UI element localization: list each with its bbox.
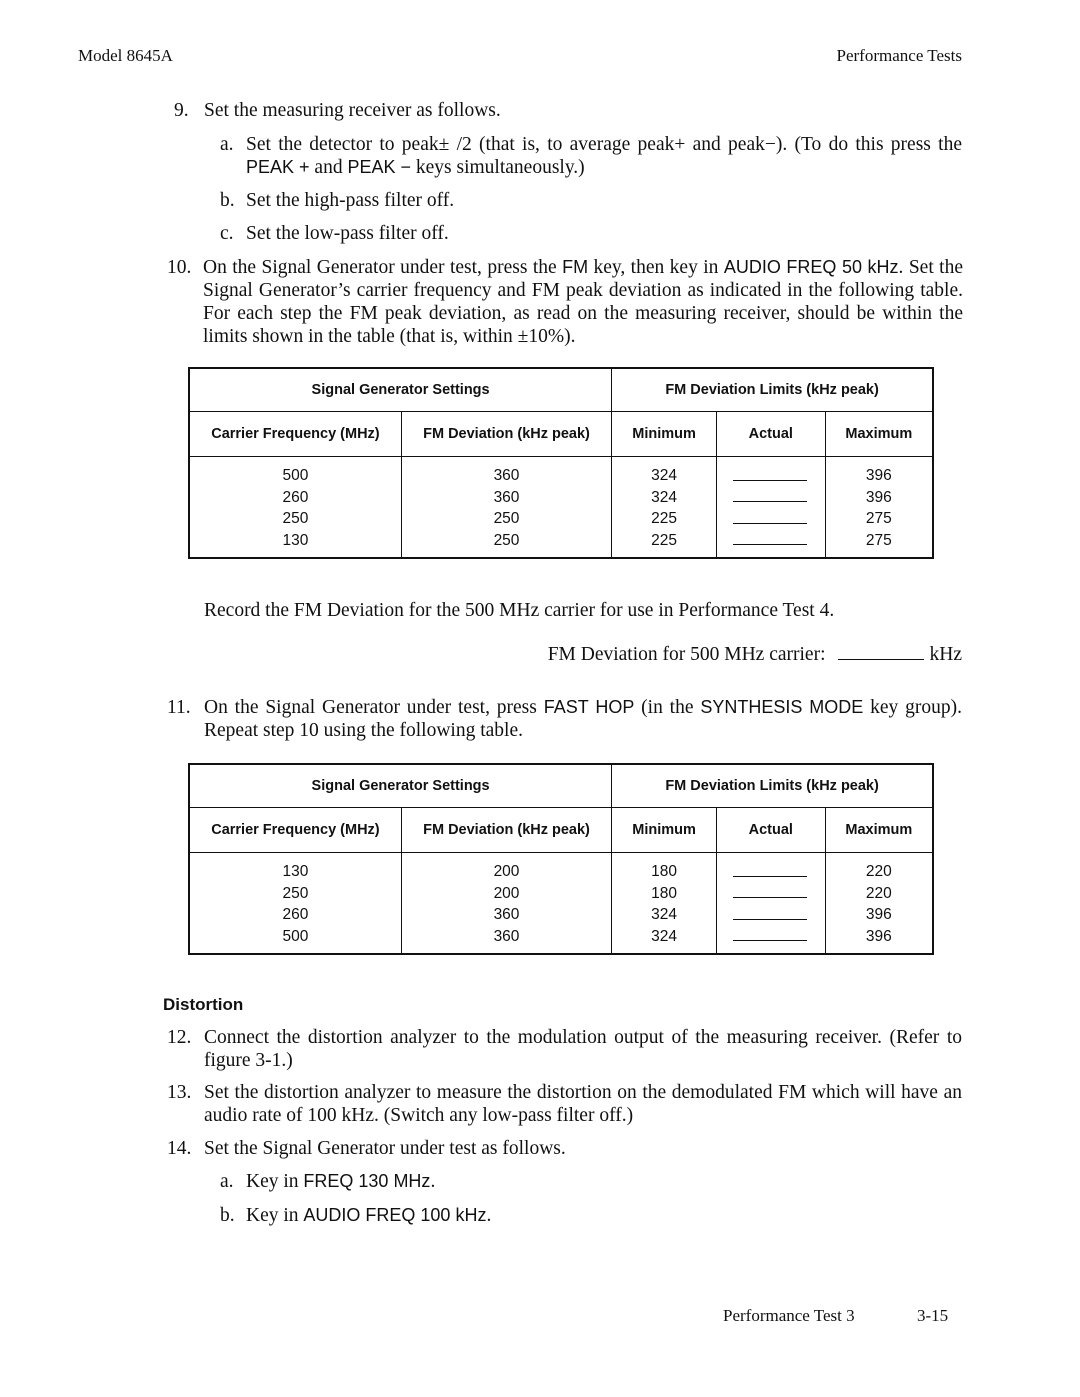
table-2-carrier-column <box>189 853 401 955</box>
step-12-number: 12. <box>167 1027 192 1048</box>
table-cell: 500 <box>282 467 309 484</box>
step-14a-prefix: Key in <box>246 1171 304 1192</box>
record-field <box>548 643 962 666</box>
step-9b-text: Set the high-pass filter off. <box>246 190 455 211</box>
actual-entry-blank[interactable] <box>717 508 825 530</box>
step-14b-text <box>246 1204 491 1227</box>
table-cell: 260 <box>282 906 309 923</box>
table-2-col-carrier: Carrier Frequency (MHz) <box>189 808 401 853</box>
table-1-maximum-column <box>825 457 933 559</box>
table-cell: 220 <box>865 884 892 902</box>
table-1-col-deviation: FM Deviation (kHz peak) <box>401 412 611 457</box>
table-1-actual-column <box>716 457 825 559</box>
step-9a-text-3: keys simultaneously.) <box>411 157 585 178</box>
table-cell: 324 <box>651 906 677 923</box>
step-11-text-3: key group). Repeat step 10 using the following table. <box>204 697 962 741</box>
actual-entry-blank[interactable] <box>717 861 825 883</box>
table-cell: 396 <box>865 906 892 923</box>
table-cell: 360 <box>493 488 520 506</box>
table-cell: 275 <box>865 531 892 549</box>
table-1-deviation-column <box>401 457 611 559</box>
step-10-text-3: . Set the Signal Generator’s carrier frequency and FM peak deviation as indicated in the following table. For each step the FM peak deviation, as read on the measuring receiver, should be within the limits shown in the table (that is, within ±10%). <box>203 257 963 347</box>
actual-entry-blank[interactable] <box>717 487 825 509</box>
table-2-actual-column <box>716 853 825 955</box>
step-9-text: Set the measuring receiver as follows. <box>204 100 501 121</box>
table-cell: 220 <box>865 863 892 880</box>
step-14-text: Set the Signal Generator under test as follows. <box>204 1138 566 1159</box>
audio-freq-50-khz: AUDIO FREQ 50 kHz <box>723 257 899 277</box>
audio-freq-100-khz: AUDIO FREQ 100 kHz <box>303 1205 487 1225</box>
table-cell: 324 <box>651 488 677 506</box>
step-9-number: 9. <box>174 100 189 121</box>
table-cell: 200 <box>493 884 520 902</box>
record-field-label: FM Deviation for 500 MHz carrier: <box>547 644 826 665</box>
table-cell: 360 <box>493 467 520 484</box>
step-14b-label: b. <box>220 1205 235 1226</box>
table-cell: 180 <box>651 863 677 880</box>
table-cell: 200 <box>493 863 520 880</box>
peak-minus-key: PEAK − <box>347 157 411 177</box>
record-field-blank[interactable] <box>838 645 924 660</box>
actual-entry-blank[interactable] <box>717 904 825 926</box>
footer-page-number: 3-15 <box>917 1306 949 1325</box>
table-2-col-deviation: FM Deviation (kHz peak) <box>401 808 611 853</box>
record-note: Record the FM Deviation for the 500 MHz carrier for use in Performance Test 4. <box>204 600 835 621</box>
table-2-minimum-column <box>612 853 717 955</box>
actual-entry-blank[interactable] <box>717 465 825 487</box>
table-2-group-limits: FM Deviation Limits (kHz peak) <box>612 764 933 808</box>
step-14b-prefix: Key in <box>246 1205 304 1226</box>
step-11-number: 11. <box>167 697 191 718</box>
table-cell: 500 <box>282 927 309 945</box>
step-11-text-1: On the Signal Generator under test, press <box>204 697 544 718</box>
table-1-carrier-column <box>189 457 401 559</box>
table-2-maximum-column <box>825 853 933 955</box>
step-10-text <box>203 256 963 348</box>
step-11-text-2: (in the <box>634 697 701 718</box>
fast-hop-key: FAST HOP <box>543 697 635 717</box>
record-field-unit: kHz <box>929 644 962 665</box>
step-13-number: 13. <box>167 1082 192 1103</box>
table-cell: 250 <box>493 510 520 527</box>
table-cell: 324 <box>651 467 677 484</box>
step-9a-label: a. <box>220 134 234 155</box>
step-10-text-2: key, then key in <box>588 257 724 278</box>
actual-entry-blank[interactable] <box>717 926 825 948</box>
table-1-col-carrier: Carrier Frequency (MHz) <box>189 412 401 457</box>
footer-section: Performance Test 3 <box>723 1306 855 1325</box>
step-12-text: Connect the distortion analyzer to the modulation output of the measuring receiver. (Refer to figure 3-1.) <box>204 1027 962 1071</box>
table-2-col-minimum: Minimum <box>612 808 717 853</box>
table-cell: 180 <box>651 884 677 902</box>
step-10-text-1: On the Signal Generator under test, press the <box>203 257 563 278</box>
table-1-col-minimum: Minimum <box>612 412 717 457</box>
table-cell: 130 <box>282 863 309 880</box>
actual-entry-blank[interactable] <box>717 530 825 552</box>
fm-deviation-table-1 <box>188 367 934 559</box>
step-10-number: 10. <box>167 257 192 278</box>
table-cell: 275 <box>865 510 892 527</box>
actual-entry-blank[interactable] <box>717 883 825 905</box>
step-11-text <box>204 696 962 742</box>
table-2-col-maximum: Maximum <box>825 808 933 853</box>
table-cell: 130 <box>282 531 309 549</box>
step-14a-end: . <box>430 1171 436 1192</box>
table-cell: 396 <box>865 927 892 945</box>
header-section: Performance Tests <box>836 46 962 65</box>
freq-130-mhz: FREQ 130 MHz <box>303 1171 431 1191</box>
step-9c-label: c. <box>220 223 234 244</box>
table-cell: 250 <box>493 531 520 549</box>
table-cell: 250 <box>282 884 309 902</box>
table-2-group-settings: Signal Generator Settings <box>189 764 612 808</box>
step-9a-text-2: and <box>309 157 348 178</box>
step-9b-label: b. <box>220 190 235 211</box>
step-13-text: Set the distortion analyzer to measure the distortion on the demodulated FM which will have an audio rate of 100 kHz. (Switch any low-pass filter off.) <box>204 1082 962 1126</box>
table-1-col-actual: Actual <box>716 412 825 457</box>
step-9a-text <box>246 133 962 179</box>
distortion-heading: Distortion <box>163 995 244 1014</box>
fm-deviation-table-2 <box>188 763 934 955</box>
header-model: Model 8645A <box>78 46 173 65</box>
peak-plus-key: PEAK + <box>246 157 310 177</box>
table-cell: 360 <box>493 906 520 923</box>
table-cell: 225 <box>651 510 677 527</box>
table-2-deviation-column <box>401 853 611 955</box>
table-cell: 260 <box>282 488 309 506</box>
table-1-minimum-column <box>612 457 717 559</box>
table-cell: 324 <box>651 927 677 945</box>
step-14a-text <box>246 1170 435 1193</box>
table-1-group-limits: FM Deviation Limits (kHz peak) <box>612 368 933 412</box>
table-1-col-maximum: Maximum <box>825 412 933 457</box>
table-cell: 360 <box>493 927 520 945</box>
step-14b-end: . <box>486 1205 492 1226</box>
step-9c-text: Set the low-pass filter off. <box>246 223 449 244</box>
step-14a-label: a. <box>220 1171 234 1192</box>
step-9a-text-1: Set the detector to peak± /2 (that is, to average peak+ and peak−). (To do this press the <box>246 134 962 155</box>
table-2-col-actual: Actual <box>716 808 825 853</box>
synthesis-mode-key-group: SYNTHESIS MODE <box>700 697 864 717</box>
table-cell: 396 <box>865 488 892 506</box>
table-1-group-settings: Signal Generator Settings <box>189 368 612 412</box>
fm-key: FM <box>562 257 589 277</box>
table-cell: 250 <box>282 510 309 527</box>
table-cell: 396 <box>865 467 892 484</box>
step-14-number: 14. <box>167 1138 192 1159</box>
table-cell: 225 <box>651 531 677 549</box>
